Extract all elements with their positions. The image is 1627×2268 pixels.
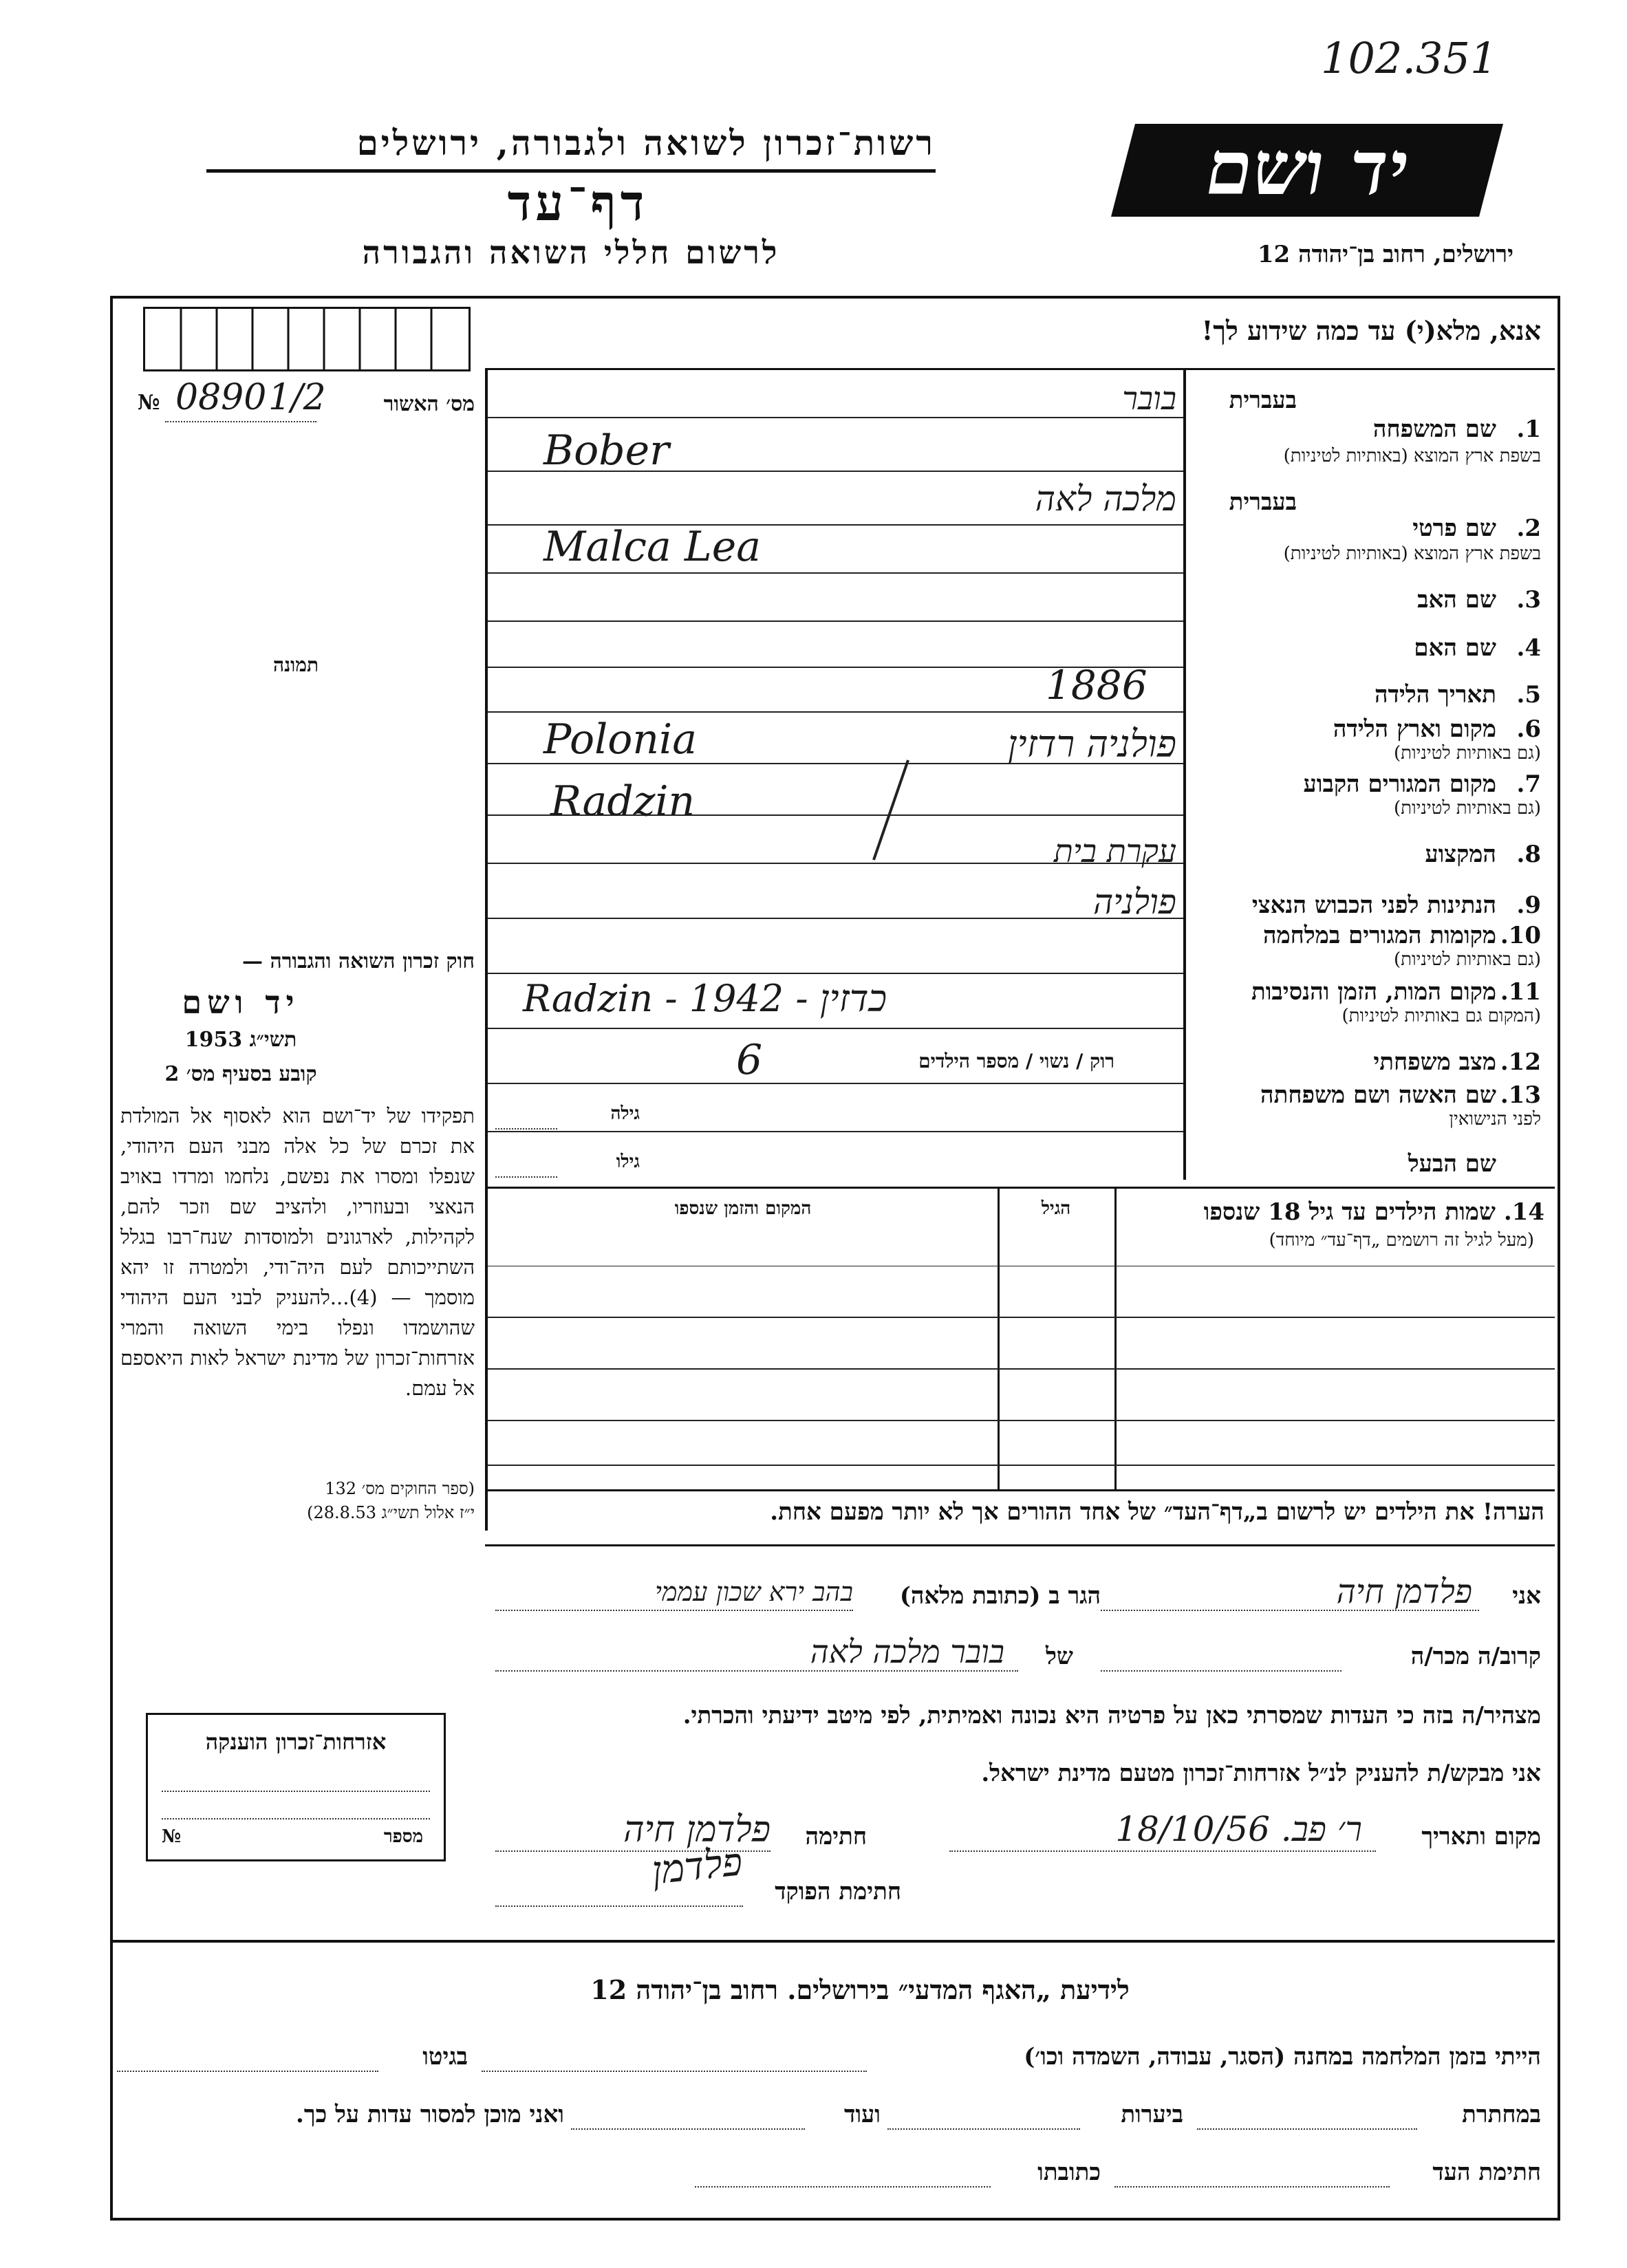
field-6-value-he: פולניה רדזין — [1007, 722, 1176, 766]
footer-camp-line: הייתי בזמן המלחמה במחנה (הסגר, עבודה, השמדה וכו׳) — [1024, 2043, 1541, 2071]
approval-line — [165, 421, 316, 422]
children-sub: (מעל לגיל זה רושמים „דף־עד״ מיוחד) — [1269, 1230, 1534, 1251]
field-7-value-latin: Radzin — [550, 777, 696, 825]
corner-number: 102.351 — [1321, 33, 1498, 83]
field-2-value-he: מלכה לאה — [1035, 479, 1176, 519]
authority-underline — [206, 169, 936, 173]
decl-residing-label: הגר ב (כתובת מלאה) — [899, 1582, 1101, 1610]
stamp-box-number-symbol: № — [162, 1826, 182, 1847]
field-12-num: 12. — [1500, 1048, 1541, 1076]
decl-place-date-value: ר׳ פב. 18/10/56 — [1115, 1809, 1362, 1849]
field-5-num: 5. — [1516, 681, 1541, 709]
field-3-label: שם האב — [1417, 586, 1496, 614]
decl-address-value: בהב ירא שכון עממי — [655, 1577, 853, 1607]
footer-address: כתובתו — [1037, 2159, 1101, 2186]
decl-signature-value: פלדמן חיה — [623, 1809, 771, 1850]
children-rows — [488, 1266, 1555, 1472]
field-7-sub: (גם באותיות לטיניות) — [1393, 798, 1541, 819]
field-7-num: 7. — [1516, 770, 1541, 798]
children-age-header: הגיל — [1041, 1198, 1071, 1219]
field-6-num: 6. — [1516, 715, 1541, 743]
field-6-value-latin: Polonia — [543, 715, 697, 764]
footer-ghetto-fill — [117, 2071, 378, 2072]
field-13-label: שם האשה ושם משפחתה — [1260, 1081, 1496, 1109]
field-8-num: 8. — [1516, 841, 1541, 868]
stamp-box-line-1 — [162, 1791, 430, 1792]
form-title: דף־עד — [507, 173, 649, 232]
field-1-num: 1. — [1516, 415, 1541, 443]
field-2-label: שם פרטי — [1412, 515, 1496, 542]
law-source-1: (ספר החוקים מס׳ 132 — [325, 1479, 475, 1498]
header-address: ירושלים, רחוב בן־יהודה 12 — [1257, 241, 1513, 268]
field-8-label: המקצוע — [1425, 841, 1496, 868]
law-body: תפקידו של יד־ושם הוא לאסוף אל המולדת את זכרם של כל אלה מבני העם היהודי, שנפלו ומסרו את נפשם, נלחמו ומרדו באויב הנאצי ובעוזריו, ולהציב שם וזכר להם, לקהילות, לארגונים ולמוסדות שנח־רבו בגלל השתייכותם לעם היה־ודי, ולמטרה זו יהא מוסמך — (4)...להעניק לבני העם היהודי שהושמדו ונפלו בימי השואה והמרי אזרחות־זכרון של מדינת ישראל לאות היאספם אל עמם. — [120, 1104, 475, 1400]
decl-statement: מצהיר/ה בזה כי העדות שמסרתי כאן על פרטיה היא נכונה ואמיתית, לפי מיטב ידיעתי והכרתי. — [682, 1702, 1541, 1729]
decl-place-date-label: מקום ותאריך — [1421, 1823, 1541, 1850]
memorial-citizenship-box — [146, 1713, 446, 1861]
field-11-label: מקום המות, הזמן והנסיבות — [1251, 978, 1496, 1006]
form-subtitle: לרשום חללי השואה והגבורה — [362, 234, 780, 271]
decl-officer-line — [495, 1905, 743, 1907]
husband-age-label: גילו — [616, 1152, 640, 1172]
footer-and-fill — [571, 2128, 805, 2130]
field-10-num: 10. — [1500, 922, 1541, 949]
footer-forests: ביערות — [1121, 2101, 1183, 2128]
decl-i-value: פלדמן חיה — [1336, 1573, 1472, 1611]
logo-text: יד ושם — [1206, 125, 1408, 212]
law-year: תשי״ג 1953 — [184, 1028, 297, 1052]
field-5-value: 1886 — [1046, 662, 1147, 709]
footer-camp-fill — [482, 2071, 867, 2072]
decl-i-label: אני — [1512, 1582, 1541, 1610]
field-1-value-latin: Bober — [543, 426, 669, 475]
field-9-label: הנתינות לפני הכבוש הנאצי — [1251, 892, 1496, 919]
field-12-options: רוק / נשוי / מספר הילדים — [918, 1050, 1114, 1072]
field-5-label: תאריך הלידה — [1374, 681, 1496, 709]
footer-ghetto: בגיטו — [422, 2043, 468, 2071]
decl-relative-line — [1101, 1670, 1342, 1672]
note-top — [488, 1489, 1555, 1491]
footer-hiding: במחתרת — [1462, 2101, 1541, 2128]
field-6-label: מקום וארץ הלידה — [1333, 715, 1496, 743]
footer-divider — [110, 1940, 1555, 1943]
field-11-value: Radzin - 1942 - כדזין — [523, 977, 887, 1020]
field-13-num: 13. — [1500, 1081, 1541, 1109]
field-1-sub: בשפת ארץ המוצא (באותיות לטיניות) — [1283, 446, 1541, 466]
field-1-label: שם המשפחה — [1372, 415, 1496, 443]
field-2-sub: בשפת ארץ המוצא (באותיות לטיניות) — [1283, 543, 1541, 564]
field-13-sub: לפני הנישואין — [1449, 1109, 1541, 1130]
field-7-label: מקום המגורים הקבוע — [1303, 770, 1496, 798]
decl-of-value: בובר מלכה לאה — [810, 1633, 1004, 1670]
stamp-box-title: אזרחות־זכרון הוענקה — [205, 1729, 387, 1755]
decl-officer-label: חתימת הפוקד — [775, 1878, 901, 1905]
tick-boxes — [143, 307, 471, 371]
field-12-label: מצב משפחתי — [1373, 1048, 1496, 1076]
field-1-hebrew-label: בעברית — [1229, 387, 1297, 414]
stamp-box-line-2 — [162, 1818, 430, 1819]
tick-boxes-lines — [145, 309, 468, 369]
authority-title: רשות־זכרון לשואה ולגבורה, ירושלים — [356, 122, 936, 163]
approval-label: מס׳ האשור — [383, 392, 475, 416]
decl-of-line — [495, 1670, 1018, 1672]
intro-text: אנא, מלא(י) עד כמה שידוע לך! — [1201, 315, 1541, 346]
field-3-num: 3. — [1516, 586, 1541, 614]
field-10-sub: (גם באותיות לטיניות) — [1393, 949, 1541, 970]
field-11-sub: (המקום גם באותיות לטיניות) — [1342, 1006, 1541, 1026]
field-4-num: 4. — [1516, 634, 1541, 662]
wife-age-line — [495, 1128, 557, 1130]
decl-of-label: של — [1046, 1643, 1073, 1670]
decl-officer-value: פלדמן — [649, 1839, 745, 1894]
decl-place-date-line — [949, 1850, 1376, 1852]
footer-hiding-fill — [1197, 2128, 1417, 2130]
yad-vashem-logo — [1108, 117, 1507, 220]
husband-age-line — [495, 1176, 557, 1178]
field-6-sub: (גם באותיות לטיניות) — [1393, 743, 1541, 764]
field-11-num: 11. — [1500, 978, 1541, 1006]
decl-relative-label: קרוב/ה מכר/ה — [1410, 1643, 1541, 1670]
decl-address-line — [495, 1610, 853, 1611]
field-9-num: 9. — [1516, 892, 1541, 919]
decl-signature-label: חתימה — [805, 1823, 867, 1850]
photo-label: תמונה — [272, 654, 319, 676]
field-10-label: מקומות המגורים במלחמה — [1262, 922, 1496, 949]
children-place-header: המקום והזמן שנספו — [674, 1198, 812, 1219]
law-clause: קובע בסעיף מס׳ 2 — [164, 1062, 317, 1086]
field-4-label: שם האם — [1414, 634, 1496, 662]
law-name: יד ושם — [182, 984, 300, 1021]
stamp-box-number-label: מספר — [383, 1826, 423, 1847]
approval-number: 0890 — [175, 377, 267, 418]
decl-request: אני מבקש/ת להעניק לנ״ל אזרחות־זכרון מטעם מדינת ישראל. — [981, 1760, 1541, 1787]
wife-age-label: גילה — [610, 1103, 640, 1124]
field-12-value: 6 — [736, 1036, 763, 1084]
ditto-stroke — [867, 757, 922, 867]
footer-forests-fill — [887, 2128, 1080, 2130]
footer-witness-sig: חתימת העד — [1432, 2159, 1541, 2186]
children-label: 14. שמות הילדים עד גיל 18 שנספו — [1203, 1198, 1544, 1226]
field-2-value-latin: Malca Lea — [543, 523, 761, 571]
husband-label: שם הבעל — [1408, 1150, 1496, 1178]
field-2-num: 2. — [1516, 515, 1541, 542]
field-2-hebrew-label: בעברית — [1229, 488, 1297, 516]
footer-address-fill — [695, 2186, 991, 2188]
footer-witness-fill — [1114, 2186, 1390, 2188]
approval-fraction: 1/2 — [268, 377, 326, 418]
law-source-2: י״ז אלול תשי״ג 28.8.53) — [307, 1503, 475, 1522]
children-top — [488, 1187, 1555, 1189]
footer-and: ועוד — [844, 2101, 881, 2128]
approval-no-symbol: № — [138, 391, 160, 415]
field-8-value: עקרת בית — [1053, 832, 1176, 870]
note-bottom — [485, 1544, 1555, 1546]
note-text: הערה! את הילדים יש לרשום ב„דף־העד״ של אחד ההורים אך לא יותר מפעם אחת. — [770, 1498, 1544, 1526]
decl-i-line — [1101, 1610, 1479, 1611]
field-9-value: פולניה — [1092, 882, 1176, 922]
field-1-value-he: בובר — [1122, 380, 1176, 417]
law-title: חוק זכרון השואה והגבורה — — [242, 949, 475, 973]
footer-ready: ואני מוכן למסור עדות על כך. — [296, 2101, 564, 2128]
footer-notice: לידיעת „האגף המדעי״ בירושלים. רחוב בן־יהודה 12 — [590, 1974, 1130, 2005]
